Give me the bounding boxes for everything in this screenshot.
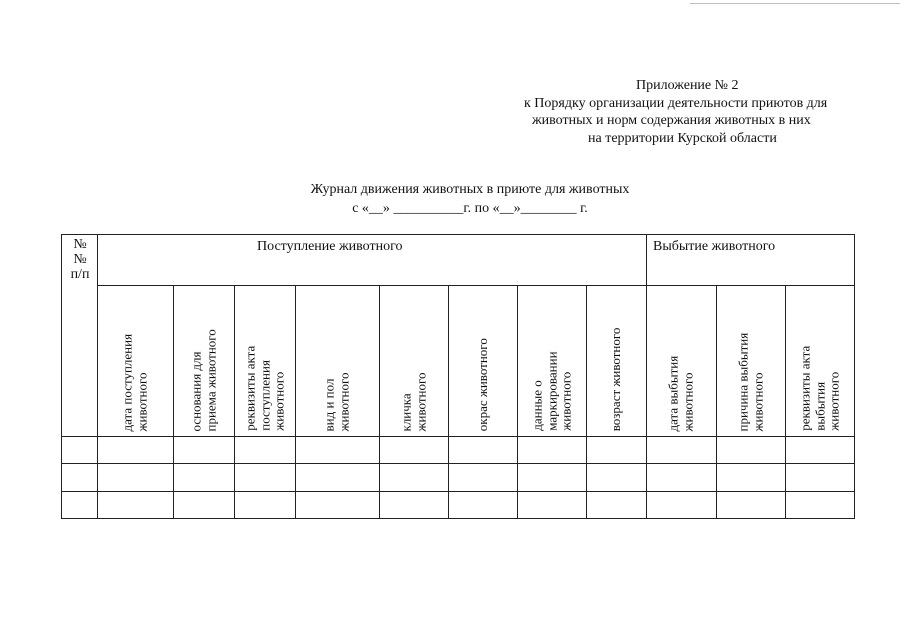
appendix-line-4: на территории Курской области: [588, 131, 777, 146]
column-header-line: причина выбытия: [735, 332, 750, 431]
column-header-5: [399, 291, 428, 431]
column-header-line: животного: [680, 372, 695, 431]
column-header-line: животного: [336, 372, 351, 431]
column-header-line: дата выбытия: [665, 355, 681, 431]
number-pp: п/п: [70, 267, 90, 282]
column-header-6: [475, 291, 490, 431]
column-header-line: возраст животного: [607, 327, 623, 431]
column-header-line: выбытия: [811, 382, 827, 431]
column-header-line: данные о: [528, 380, 544, 431]
column-header-3: [243, 291, 287, 431]
column-header-line: окрас животного: [474, 337, 490, 431]
row-number-header: [62, 237, 98, 282]
number-sign-2: №: [73, 252, 87, 267]
column-header-8: [609, 291, 624, 431]
column-header-line: животного: [270, 372, 286, 431]
group-header-departure: Выбытие животного: [653, 239, 776, 254]
column-header-line: реквизиты акта: [796, 346, 812, 431]
column-header-line: животного: [825, 372, 841, 431]
journal-title: Журнал движения животных в приюте для животных: [310, 182, 630, 197]
column-header-line: животного: [412, 372, 428, 431]
column-header-line: животного: [134, 372, 149, 431]
appendix-line-2: к Порядку организации деятельности приютов для: [524, 96, 828, 111]
column-header-line: животного: [557, 372, 573, 431]
column-header-9: [667, 291, 696, 431]
appendix-line-3: животных и норм содержания животных в них: [532, 113, 811, 128]
column-header-line: дата поступления: [119, 333, 135, 431]
column-header-10: [736, 291, 765, 431]
column-header-line: животного: [749, 372, 765, 431]
column-header-2: [189, 291, 218, 431]
column-header-line: основания для: [188, 350, 203, 431]
column-header-7: [530, 291, 574, 431]
appendix-number: Приложение № 2: [636, 78, 739, 93]
column-header-line: поступления: [256, 360, 272, 431]
column-header-11: [798, 291, 842, 431]
column-header-line: маркировании: [543, 351, 559, 431]
number-sign-1: №: [73, 237, 87, 252]
group-header-admission: Поступление животного: [257, 239, 403, 254]
column-header-line: реквизиты акта: [241, 346, 257, 431]
column-header-1: [121, 291, 150, 431]
column-header-line: вид и пол: [321, 378, 337, 431]
column-header-line: кличка: [398, 392, 413, 431]
journal-period: с «__» __________г. по «__»________ г.: [352, 201, 588, 216]
column-header-line: приема животного: [202, 328, 218, 431]
column-header-4: [323, 291, 352, 431]
